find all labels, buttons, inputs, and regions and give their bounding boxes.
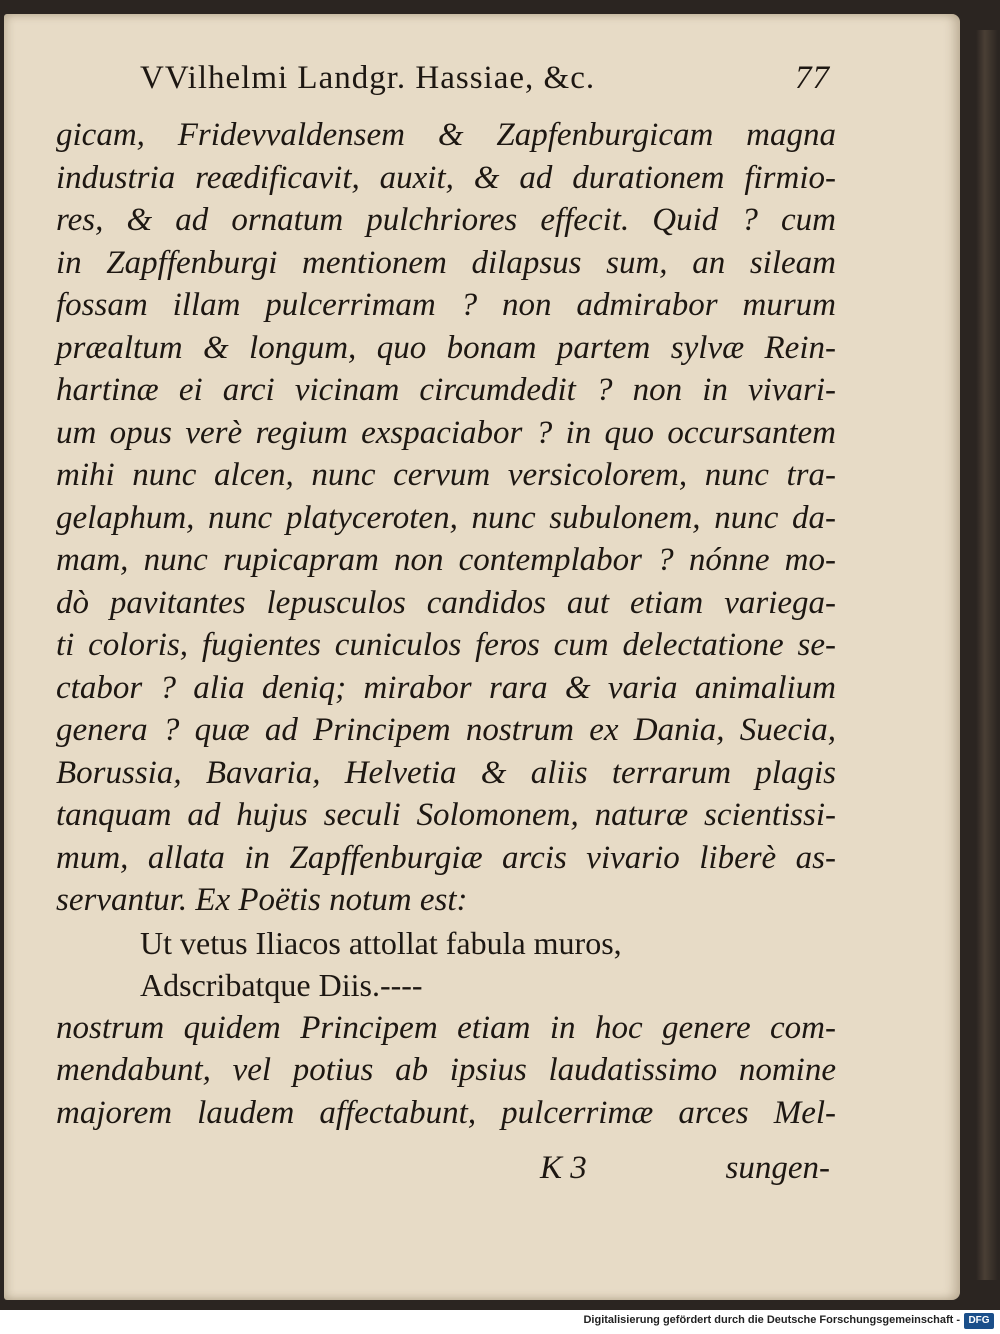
text-line: Borussia, Bavaria, Helvetia & aliis terrarum plagis bbox=[56, 754, 836, 791]
text-line: genera ? quæ ad Principem nostrum ex Dania, Suecia, bbox=[56, 712, 836, 748]
text-line: gicam, Fridevvaldensem & Zapfenburgicam magna bbox=[56, 117, 836, 153]
text-line: ctabor ? alia deniq; mirabor rara & varia animalium bbox=[56, 669, 836, 706]
text-line: in Zapffenburgi mentionem dilapsus sum, an sileam bbox=[56, 244, 836, 281]
text-line: majorem laudem affectabunt, pulcerrimæ arces Mel- bbox=[56, 1094, 836, 1131]
text-line: dò pavitantes lepusculos candidos aut etiam variega- bbox=[56, 584, 836, 621]
text-line: nostrum quidem Principem etiam in hoc genere com- bbox=[56, 1009, 836, 1046]
text-block bbox=[56, 114, 836, 1134]
text-line: servantur. Ex Poëtis notum est: bbox=[56, 882, 468, 918]
funding-credit: Digitalisierung gefördert durch die Deutsche Forschungsgemeinschaft - bbox=[583, 1314, 960, 1326]
text-line: gelaphum, nunc platyceroten, nunc subulonem, nunc da- bbox=[56, 499, 836, 536]
signature-mark: K 3 bbox=[540, 1150, 587, 1186]
running-head bbox=[140, 60, 830, 100]
verse-line: Adscribatque Diis.---- bbox=[140, 967, 423, 1003]
verse-line: Ut vetus Iliacos attollat fabula muros, bbox=[140, 924, 622, 961]
catchline bbox=[540, 1150, 830, 1190]
text-line: hartinæ ei arci vicinam circumdedit ? non in vivari- bbox=[56, 372, 836, 408]
text-line: mendabunt, vel potius ab ipsius laudatissimo nomine bbox=[56, 1052, 836, 1088]
text-line: industria reædificavit, auxit, & ad durationem firmio- bbox=[56, 159, 836, 196]
text-line: mam, nunc rupicapram non contemplabor ? nónne mo- bbox=[56, 542, 836, 578]
text-line: mihi nunc alcen, nunc cervum versicolorem, nunc tra- bbox=[56, 457, 836, 493]
text-line: præaltum & longum, quo bonam partem sylvæ Rein- bbox=[56, 329, 836, 366]
dfg-logo-icon: DFG bbox=[964, 1313, 994, 1329]
text-line: fossam illam pulcerrimam ? non admirabor murum bbox=[56, 287, 836, 323]
text-line: res, & ad ornatum pulchriores effecit. Quid ? cum bbox=[56, 202, 836, 238]
text-line: mum, allata in Zapffenburgiæ arcis vivario liberè as- bbox=[56, 839, 836, 876]
page-number: 77 bbox=[795, 60, 830, 96]
text-line: ti coloris, fugientes cuniculos feros cum delectatione se- bbox=[56, 627, 836, 663]
catchword: sungen- bbox=[725, 1150, 830, 1186]
text-line: um opus verè regium exspaciabor ? in quo occursantem bbox=[56, 414, 836, 451]
text-line: tanquam ad hujus seculi Solomonem, naturæ scientissi- bbox=[56, 797, 836, 833]
footer-bar bbox=[0, 1310, 1000, 1334]
running-head-title: VVilhelmi Landgr. Hassiae, &c. bbox=[140, 60, 596, 96]
page-edge bbox=[976, 30, 998, 1280]
